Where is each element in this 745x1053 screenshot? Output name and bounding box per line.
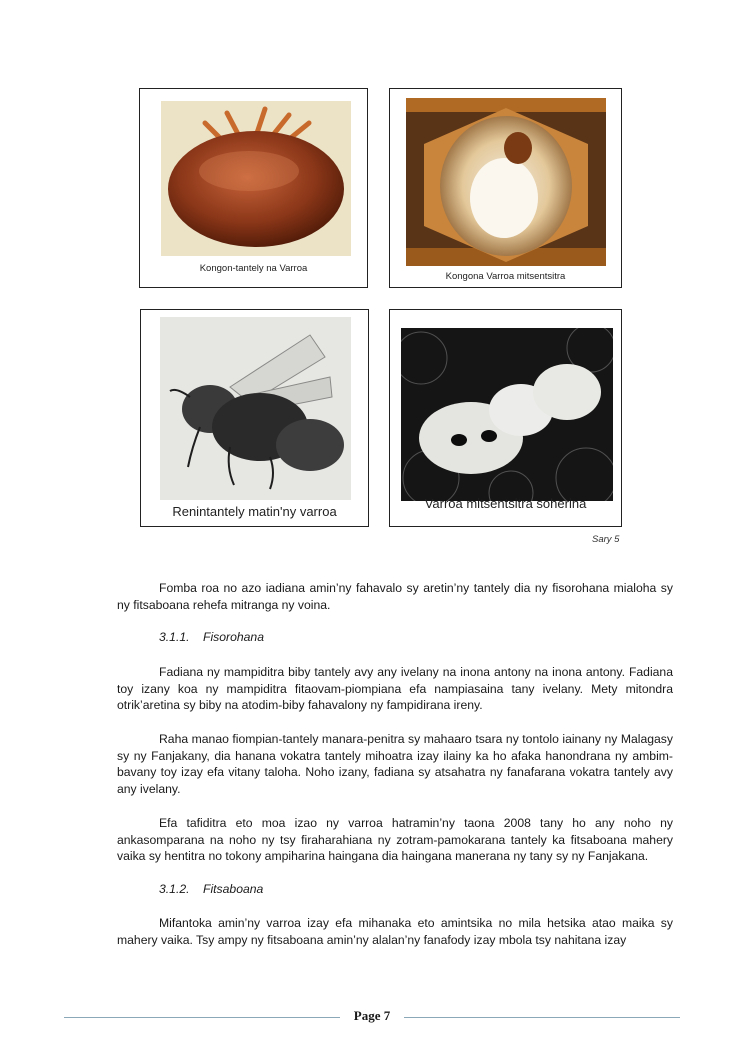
brood-cell-illustration [406, 98, 606, 266]
section-title: Fitsaboana [203, 882, 264, 896]
section-number: 3.1.1. [159, 630, 190, 644]
figure-varroa-on-pupa [389, 309, 622, 527]
section-title: Fisorohana [203, 630, 264, 644]
body-paragraph: Efa tafiditra eto moa izao ny varroa hatramin’ny taona 2008 tany ho any noho ny ankasomparana na noho ny tsy firaharahiana ny zotram-pamokarana tantely ka fitsaboana mahery vaika sy hentitra no tokony ampiharina haingana dia haingana manerana ny tany sy ny Fanjakana. [117, 816, 673, 864]
figure-caption: Varroa mitsentsitra soherina [424, 496, 587, 511]
figure-varroa-on-bee [139, 88, 368, 288]
figure-label: Sary 5 [592, 534, 620, 545]
dead-bee-illustration [160, 317, 351, 500]
photo-varroa-on-pupa [401, 328, 613, 501]
photo-mite-in-brood-cell [406, 98, 606, 266]
figure-caption: Kongona Varroa mitsentsitra [445, 271, 566, 282]
body-paragraph: Mifantoka amin’ny varroa izay efa mihanaka eto amintsika no mila hetsika atao maika sy mahery vaika. Tsy ampy ny fitsaboana amin’ny alalan’ny fanafody izay mbola tsy nahitana izay [117, 916, 673, 947]
varroa-mite-illustration [161, 101, 351, 256]
section-heading-fisorohana [159, 630, 264, 644]
page-number: Page 7 [353, 1008, 391, 1023]
footer-divider-left [64, 1017, 340, 1018]
footer-divider-right [404, 1017, 680, 1018]
section-number: 3.1.2. [159, 882, 190, 896]
intro-paragraph: Fomba roa no azo iadiana amin’ny fahavalo sy aretin’ny tantely dia ny fisorohana mialoha sy ny fitsaboana rehefa mitranga ny voina. [117, 581, 673, 612]
pupa-illustration [401, 328, 613, 501]
photo-dead-queen-bee [160, 317, 351, 500]
figure-caption: Kongon-tantely na Varroa [199, 263, 308, 274]
section-heading-fitsaboana [159, 882, 263, 896]
body-paragraph: Raha manao fiompian-tantely manara-penitra sy mahaaro tsara ny tontolo iainany ny Malagasy sy ny Fanjakany, dia hanana vokatra tantely mihoatra izay ilainy ka ho afaka hanondrana ny ambim-bavany toy izay efa vitany taloha. Noho izany, fadiana sy atsahatra ny fanafarana vokatra tantely avy any ivelany. [117, 732, 673, 797]
figure-varroa-in-cell [389, 88, 622, 288]
photo-varroa-mite [161, 101, 351, 256]
figure-caption: Renintantely matin'ny varroa [172, 504, 337, 519]
figure-dead-queen [140, 309, 369, 527]
body-paragraph: Fadiana ny mampiditra biby tantely avy any ivelany na inona antony na inona antony. Fadiana toy izany koa ny mampiditra fitaovam-piompiana efa nampiasaina tany ivelany. Mety mitondra otrik’aretina sy biby na atodim-biby fahavalony ny fampidirana ireny. [117, 665, 673, 713]
